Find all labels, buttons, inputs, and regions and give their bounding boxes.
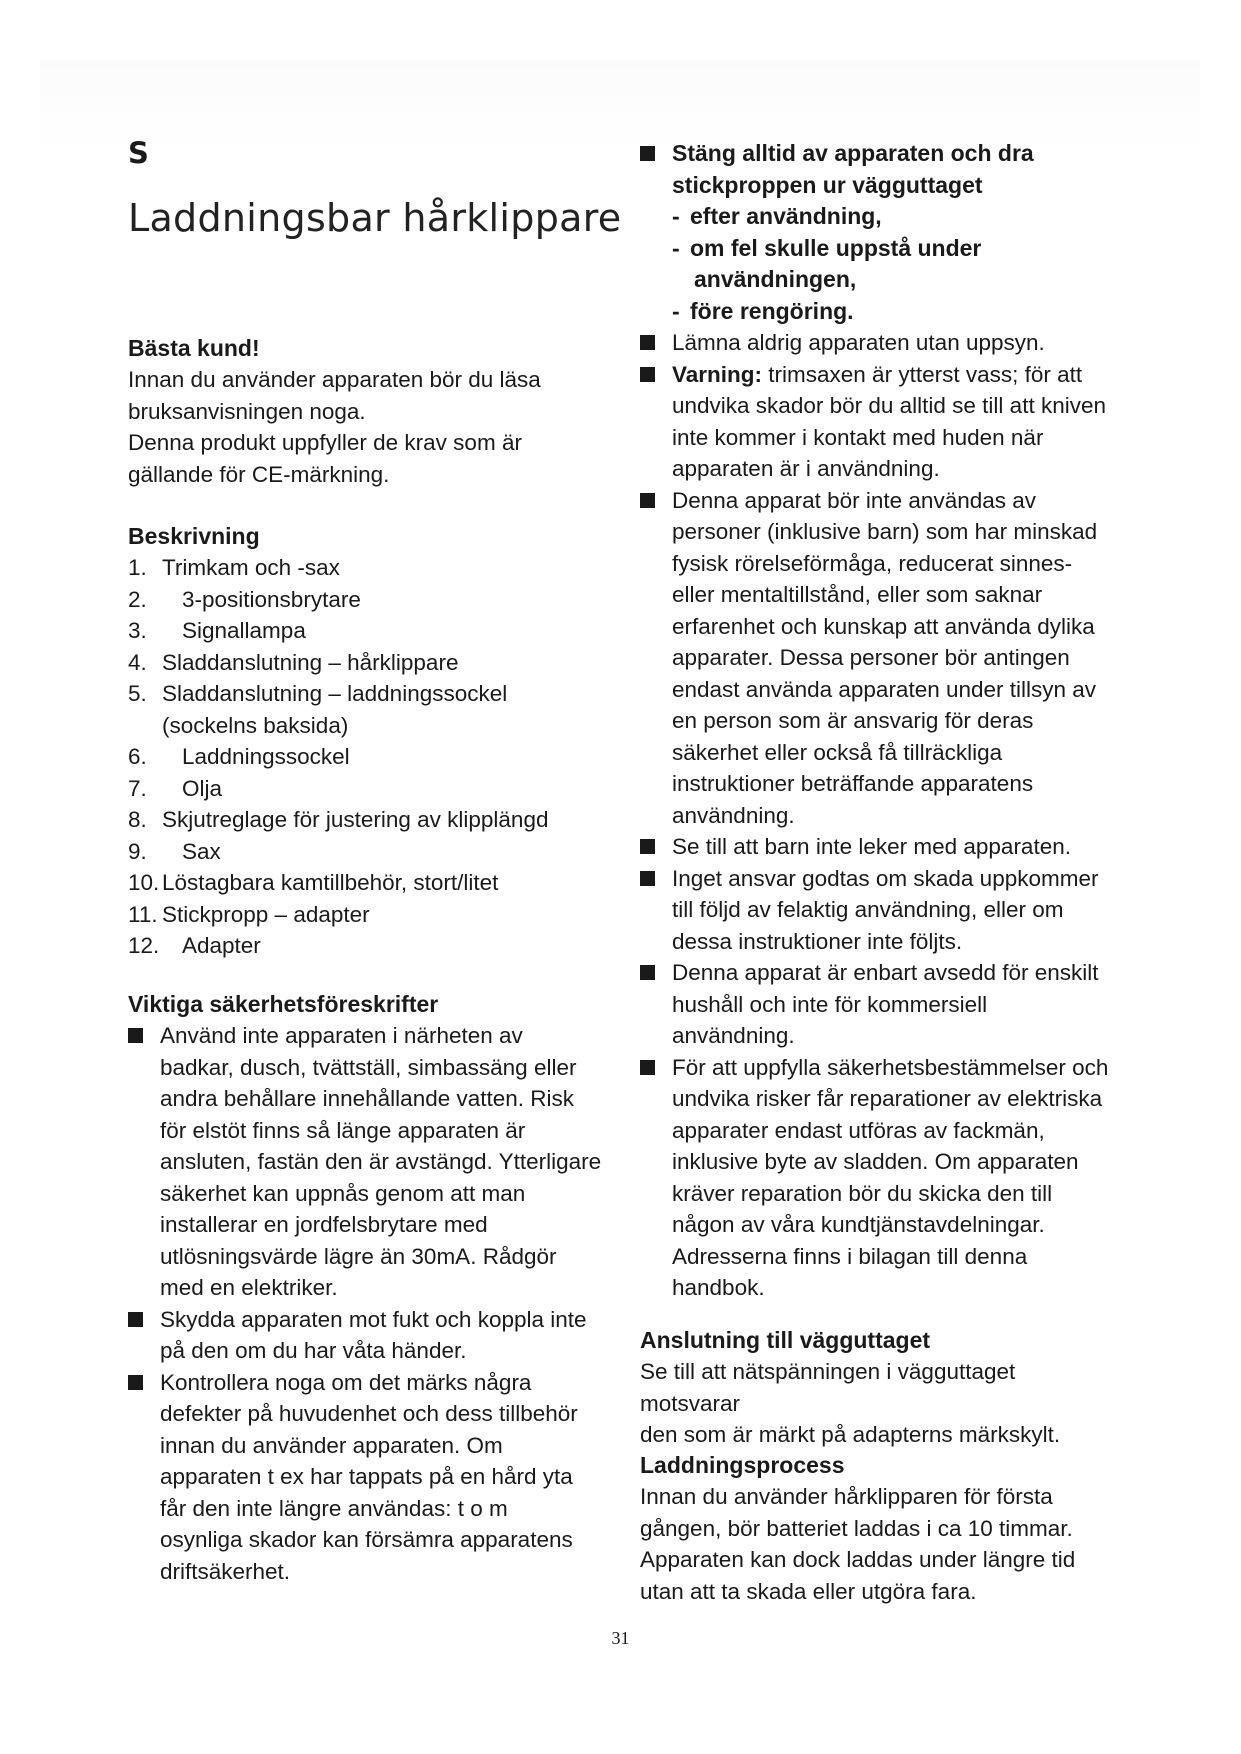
page-title: Laddningsbar hårklippare bbox=[128, 196, 622, 240]
list-item: 1. Trimkam och -sax bbox=[128, 555, 340, 580]
language-code: S bbox=[128, 136, 149, 170]
list-item: 10. Löstagbara kamtillbehör, stort/litet bbox=[128, 870, 499, 895]
list-item: 2. 3-positionsbrytare bbox=[128, 586, 361, 612]
list-item: Stäng alltid av apparaten och dra stickproppen ur vägguttaget - efter användning, - om fel skulle uppstå under användningen, - före rengöring. bbox=[640, 138, 1120, 327]
charging-line: Innan du använder hårklipparen för första bbox=[640, 1484, 1053, 1509]
charging-line: gången, bör batteriet laddas i ca 10 timmar. bbox=[640, 1515, 1073, 1541]
intro-line: gällande för CE-märkning. bbox=[128, 461, 390, 487]
charging-section bbox=[640, 1450, 1120, 1607]
header-background bbox=[40, 60, 1200, 150]
bullet-square-icon bbox=[128, 1028, 143, 1043]
list-item: Lämna aldrig apparaten utan uppsyn. bbox=[640, 327, 1120, 359]
list-item: För att uppfylla säkerhetsbestämmelser och undvika risker får reparationer av elektriska apparater endast utföras av fackmän, inklusive byte av sladden. Om apparaten kräver reparation bör du skicka den till någon av våra kundtjänstavdelningar. Adresserna finns i bilagan till denna handbok. bbox=[640, 1052, 1120, 1304]
page-number: 31 bbox=[611, 1628, 630, 1648]
list-item: Inget ansvar godtas om skada uppkommer till följd av felaktig användning, eller om dessa instruktioner inte följts. bbox=[640, 863, 1120, 958]
safety-list-right bbox=[640, 138, 1120, 1304]
connection-line: den som är märkt på adapterns märkskylt. bbox=[640, 1422, 1061, 1447]
list-item: Skydda apparaten mot fukt och koppla inte på den om du har våta händer. bbox=[128, 1304, 608, 1367]
bullet-square-icon bbox=[640, 965, 655, 980]
charging-line: Apparaten kan dock laddas under längre tid bbox=[640, 1547, 1076, 1572]
list-item: 5. Sladdanslutning – laddningssockel (sockelns baksida) bbox=[128, 681, 508, 738]
bullet-square-icon bbox=[640, 1060, 655, 1075]
intro-line: Innan du använder apparaten bör du läsa bbox=[128, 367, 541, 392]
warning-label: Varning: bbox=[672, 361, 763, 387]
connection-line: Se till att nätspänningen i vägguttaget motsvarar bbox=[640, 1359, 1016, 1416]
list-item: 12. Adapter bbox=[128, 933, 261, 958]
list-item: Kontrollera noga om det märks några defekter på huvudenhet och dess tillbehör innan du använder apparaten. Om apparaten t ex har tappats på en hård yta får den inte längre användas: t o m osynliga skador kan försämra apparatens driftsäkerhet. bbox=[128, 1367, 608, 1588]
list-item: 9. Sax bbox=[128, 838, 221, 864]
bullet-square-icon bbox=[640, 367, 655, 382]
intro-line: bruksanvisningen noga. bbox=[128, 398, 366, 424]
connection-heading: Anslutning till vägguttaget bbox=[640, 1327, 931, 1353]
bullet-square-icon bbox=[640, 146, 655, 161]
bullet-square-icon bbox=[128, 1375, 143, 1390]
list-item: Denna apparat är enbart avsedd för enskilt hushåll och inte för kommersiell användning. bbox=[640, 957, 1120, 1052]
bullet-square-icon bbox=[640, 335, 655, 350]
list-item: Denna apparat bör inte användas av personer (inklusive barn) som har minskad fysisk rörelseförmåga, reducerat sinnes- eller mentaltillstånd, eller som saknar erfarenhet och kunskap att använda dylika apparater. Dessa personer bör antingen endast använda apparaten under tillsyn av en person som är ansvarig för deras säkerhet eller också få tillräckliga instruktioner beträffande apparatens användning. bbox=[640, 485, 1120, 832]
list-item: 8. Skjutreglage för justering av klipplängd bbox=[128, 807, 549, 832]
list-item: 3. Signallampa bbox=[128, 618, 306, 643]
list-item: Varning: trimsaxen är ytterst vass; för att undvika skador bör du alltid se till att kniven inte kommer i kontakt med huden när apparaten är i användning. bbox=[640, 359, 1120, 485]
sub-item: - efter användning, bbox=[672, 203, 882, 229]
intro-line: Denna produkt uppfyller de krav som är bbox=[128, 430, 522, 455]
bullet-square-icon bbox=[640, 871, 655, 886]
description-list bbox=[128, 552, 608, 962]
sub-item: - om fel skulle uppstå under användningen, bbox=[672, 234, 982, 292]
charging-heading: Laddningsprocess bbox=[640, 1452, 845, 1478]
bullet-square-icon bbox=[640, 493, 655, 508]
sub-item: - före rengöring. bbox=[672, 297, 854, 324]
intro-heading: Bästa kund! bbox=[128, 335, 260, 361]
description-section bbox=[128, 521, 608, 962]
safety-list-left bbox=[128, 1020, 608, 1587]
intro-section bbox=[128, 333, 608, 490]
safety-section-left bbox=[128, 989, 608, 1587]
description-heading: Beskrivning bbox=[128, 523, 260, 549]
charging-line: utan att ta skada eller utgöra fara. bbox=[640, 1578, 977, 1604]
list-item: 7. Olja bbox=[128, 775, 223, 801]
list-item: 4. Sladdanslutning – hårklippare bbox=[128, 649, 459, 675]
bullet-square-icon bbox=[128, 1312, 143, 1327]
list-item: 6. Laddningssockel bbox=[128, 744, 350, 769]
list-item: 11. Stickpropp – adapter bbox=[128, 901, 370, 927]
list-item: Använd inte apparaten i närheten av badkar, dusch, tvättställ, simbassäng eller andra behållare innehållande vatten. Risk för elstöt finns så länge apparaten är ansluten, fastän den är avstängd. Ytterligare säkerhet kan uppnås genom att man installerar en jordfelsbrytare med utlösningsvärde lägre än 30mA. Rådgör med en elektriker. bbox=[128, 1020, 608, 1304]
safety-heading: Viktiga säkerhetsföreskrifter bbox=[128, 991, 439, 1017]
list-item: Se till att barn inte leker med apparaten. bbox=[640, 831, 1120, 863]
safety-section-right bbox=[640, 138, 1120, 1304]
bullet-square-icon bbox=[640, 839, 655, 854]
connection-section bbox=[640, 1325, 1120, 1451]
